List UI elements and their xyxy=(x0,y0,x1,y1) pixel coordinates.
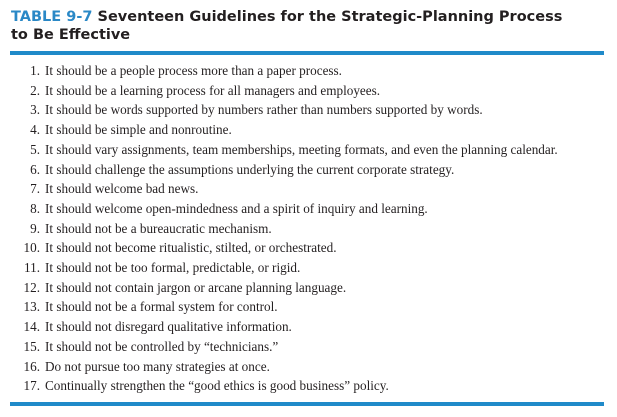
list-item xyxy=(10,81,604,101)
item-text: It should welcome bad news. xyxy=(45,181,199,197)
list-item xyxy=(10,100,604,120)
item-number: 10. xyxy=(23,240,40,256)
item-text: It should be words supported by numbers rather than numbers supported by words. xyxy=(45,102,483,118)
list-item xyxy=(10,258,604,278)
list-item xyxy=(10,120,604,140)
item-text: It should vary assignments, team memberships, meeting formats, and even the planning calendar. xyxy=(45,141,558,157)
item-text: It should not be controlled by “technicians.” xyxy=(45,338,279,354)
list-item xyxy=(10,376,604,396)
item-text: Continually strengthen the “good ethics is good business” policy. xyxy=(45,378,389,394)
item-number: 4. xyxy=(30,122,40,138)
item-text: It should be simple and nonroutine. xyxy=(45,122,232,138)
item-text: It should challenge the assumptions underlying the current corporate strategy. xyxy=(45,161,455,177)
table-title-line1: Seventeen Guidelines for the Strategic-Planning Process xyxy=(97,9,563,25)
item-text: It should not be a bureaucratic mechanism. xyxy=(45,220,272,236)
list-item xyxy=(10,317,604,337)
item-text: It should not be a formal system for control. xyxy=(45,299,278,315)
item-number: 9. xyxy=(30,220,40,236)
item-text: It should not disregard qualitative information. xyxy=(45,319,292,335)
guidelines-table xyxy=(10,8,604,406)
item-number: 15. xyxy=(23,338,40,354)
guidelines-list xyxy=(10,61,604,396)
item-number: 12. xyxy=(23,279,40,295)
item-number: 8. xyxy=(30,200,40,216)
item-number: 11. xyxy=(24,260,40,276)
list-item xyxy=(10,219,604,239)
item-number: 2. xyxy=(30,82,40,98)
item-text: It should not become ritualistic, stilted, or orchestrated. xyxy=(45,240,337,256)
item-number: 14. xyxy=(23,319,40,335)
item-number: 17. xyxy=(23,378,40,394)
item-number: 6. xyxy=(30,161,40,177)
item-number: 16. xyxy=(23,358,40,374)
item-text: It should be a learning process for all managers and employees. xyxy=(45,82,381,98)
list-item xyxy=(10,337,604,357)
item-text: It should not contain jargon or arcane planning language. xyxy=(45,279,347,295)
item-number: 1. xyxy=(30,63,40,78)
list-item xyxy=(10,357,604,377)
top-rule xyxy=(10,51,604,55)
list-item xyxy=(10,278,604,298)
list-item xyxy=(10,179,604,199)
item-text: Do not pursue too many strategies at once. xyxy=(45,358,270,374)
list-item xyxy=(10,297,604,317)
item-text: It should be a people process more than a paper process. xyxy=(45,63,342,78)
table-title xyxy=(10,8,604,44)
list-item xyxy=(10,61,604,81)
item-number: 7. xyxy=(30,181,40,197)
list-item xyxy=(10,238,604,258)
list-item xyxy=(10,140,604,160)
item-number: 5. xyxy=(30,141,40,157)
list-item xyxy=(10,160,604,180)
item-number: 13. xyxy=(23,299,40,315)
list-item xyxy=(10,199,604,219)
table-label: TABLE 9-7 xyxy=(11,9,93,25)
item-number: 3. xyxy=(30,102,40,118)
bottom-rule xyxy=(10,402,604,406)
item-text: It should welcome open-mindedness and a spirit of inquiry and learning. xyxy=(45,200,428,216)
item-text: It should not be too formal, predictable, or rigid. xyxy=(45,260,301,276)
table-title-line2: to Be Effective xyxy=(11,27,131,43)
